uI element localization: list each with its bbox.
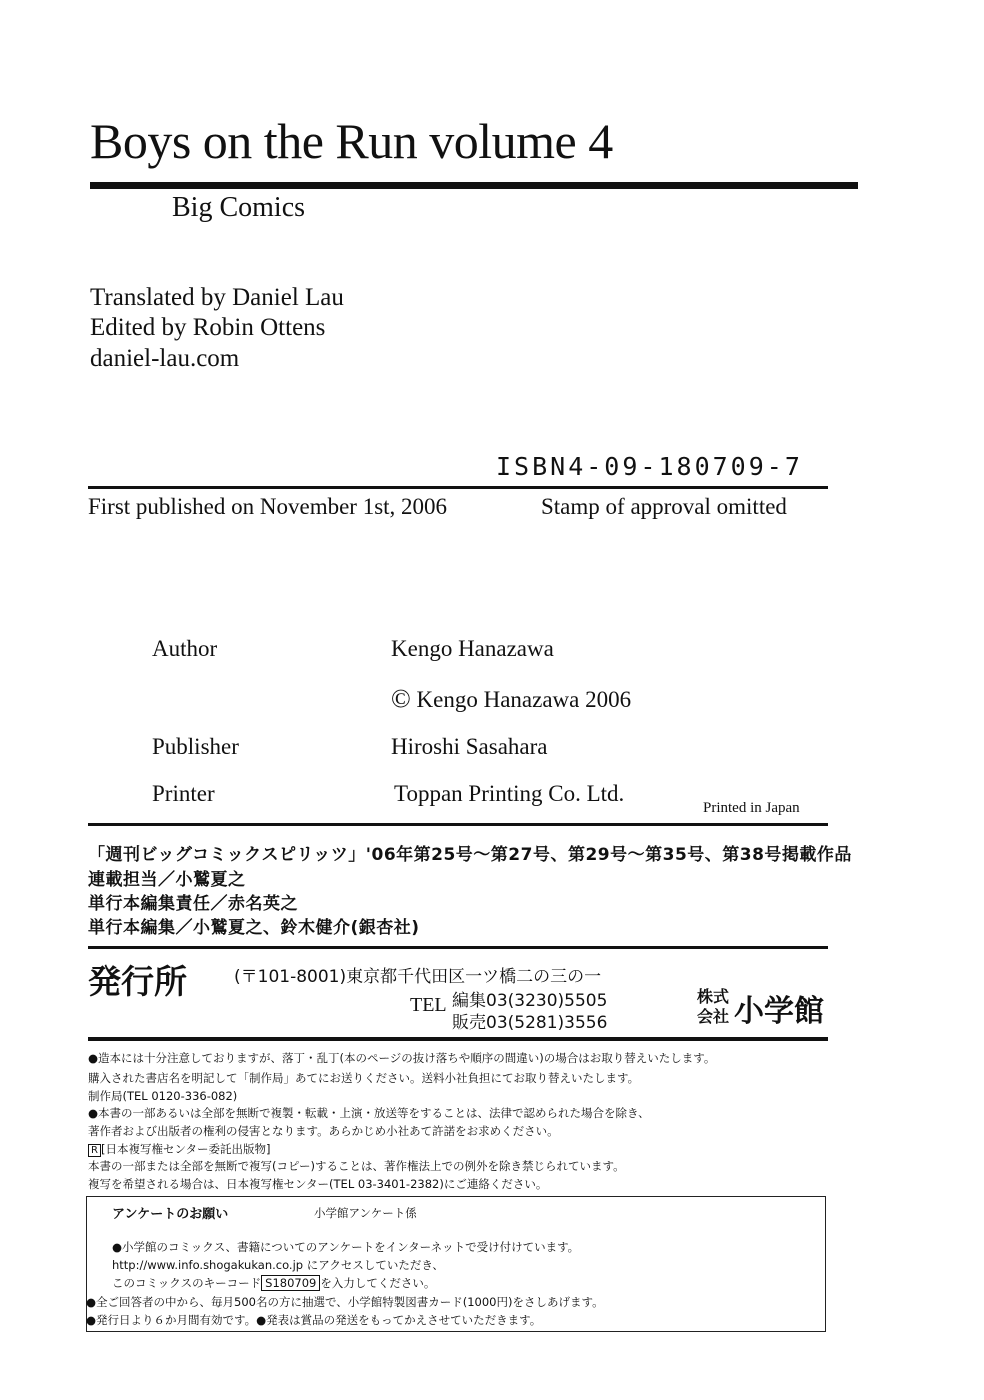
printer-value: Toppan Printing Co. Ltd. <box>394 781 625 806</box>
author-label: Author <box>152 636 218 661</box>
author-value: Kengo Hanazawa <box>391 636 554 661</box>
printer-label: Printer <box>152 781 215 806</box>
publisher-address: (〒101-8001)東京都千代田区一ツ橋二の三の一 <box>234 967 602 987</box>
notice-8: 複写を希望される場合は、日本複写権センター(TEL 03-3401-2382)にご連絡ください。 <box>88 1177 548 1191</box>
survey-line-3a: このコミックスのキーコード <box>112 1276 262 1290</box>
survey-line-3 <box>112 1275 435 1291</box>
book-title: Boys on the Run volume 4 <box>90 113 613 169</box>
survey-line-3b: を入力してください。 <box>320 1276 436 1290</box>
tel-editorial: 編集03(3230)5505 <box>452 991 608 1011</box>
keycode-box: S180709 <box>261 1275 320 1291</box>
isbn-rule <box>88 486 828 489</box>
notice-3: 制作局(TEL 0120-336-082) <box>88 1089 238 1103</box>
survey-heading: アンケートのお願い <box>112 1207 229 1222</box>
notice-4: ●本書の一部あるいは全部を無断で複製・転載・上演・放送等をすることは、法律で認められた場合を除き、 <box>88 1106 650 1120</box>
notice-2: 購入された書店名を明記して「制作局」あてにお送りください。送料小社負担にてお取り替えいたします。 <box>88 1071 640 1085</box>
website: daniel-lau.com <box>90 345 240 372</box>
notice-7: 本書の一部または全部を無断で複写(コピー)することは、著作権法上での例外を除き禁じられています。 <box>88 1159 625 1173</box>
tel-label: TEL <box>410 994 447 1016</box>
printed-in: Printed in Japan <box>703 800 800 816</box>
publisher-value: Hiroshi Sasahara <box>391 734 548 759</box>
serialization-line-3: 単行本編集責任／赤名英之 <box>88 894 298 914</box>
serialization-line-4: 単行本編集／小鷲夏之、鈴木健介(銀杏社) <box>88 918 420 938</box>
survey-line-2: http://www.info.shogakukan.co.jp にアクセスしていただき、 <box>112 1258 444 1272</box>
staff-rule <box>88 823 828 826</box>
notice-6 <box>88 1141 270 1157</box>
editor-credit: Edited by Robin Ottens <box>90 314 326 341</box>
first-published: First published on November 1st, 2006 <box>88 494 448 519</box>
r-mark: R <box>88 1144 101 1157</box>
serialization-line-2: 連載担当／小鷲夏之 <box>88 870 246 890</box>
publisher-heading: 発行所 <box>88 962 187 1001</box>
survey-line-5: ●発行日より６か月間有効です。●発表は賞品の発送をもってかえさせていただきます。 <box>86 1313 542 1327</box>
corp-line-1: 株式 <box>697 987 730 1006</box>
imprint: Big Comics <box>172 192 306 223</box>
publisher-bottom-rule <box>88 1037 828 1041</box>
survey-dept: 小学館アンケート係 <box>314 1206 417 1220</box>
notice-5: 著作者および出版者の権利の侵害となります。あらかじめ小社あて許諾をお求めください。 <box>88 1124 559 1138</box>
survey-line-4: ●全ご回答者の中から、毎月500名の方に抽選で、小学館特製図書カード(1000円)をさしあげます。 <box>86 1295 604 1309</box>
title-rule <box>90 182 858 189</box>
publisher-label: Publisher <box>152 734 239 759</box>
tel-sales: 販売03(5281)3556 <box>452 1013 608 1033</box>
publisher-top-rule <box>88 946 828 949</box>
isbn: ISBN4-09-180709-7 <box>496 452 803 481</box>
copyright-line <box>391 684 631 714</box>
survey-line-1: ●小学館のコミックス、書籍についてのアンケートをインターネットで受け付けています。 <box>112 1240 580 1254</box>
stamp-note: Stamp of approval omitted <box>541 494 787 519</box>
notice-6-text: [日本複写権センター委託出版物] <box>100 1142 271 1156</box>
copyright-text: Kengo Hanazawa 2006 <box>416 687 632 712</box>
corp-line-2: 会社 <box>697 1007 730 1026</box>
notice-1: ●造本には十分注意しておりますが、落丁・乱丁(本のページの抜け落ちや順序の間違い)の場合はお取り替えいたします。 <box>88 1051 716 1065</box>
copyright-symbol: © <box>391 684 411 713</box>
translator-credit: Translated by Daniel Lau <box>90 284 344 311</box>
company-name: 小学館 <box>734 994 824 1029</box>
serialization-line-1: 「週刊ビッグコミックスピリッツ」'06年第25号～第27号、第29号～第35号、第38号掲載作品 <box>88 845 852 865</box>
